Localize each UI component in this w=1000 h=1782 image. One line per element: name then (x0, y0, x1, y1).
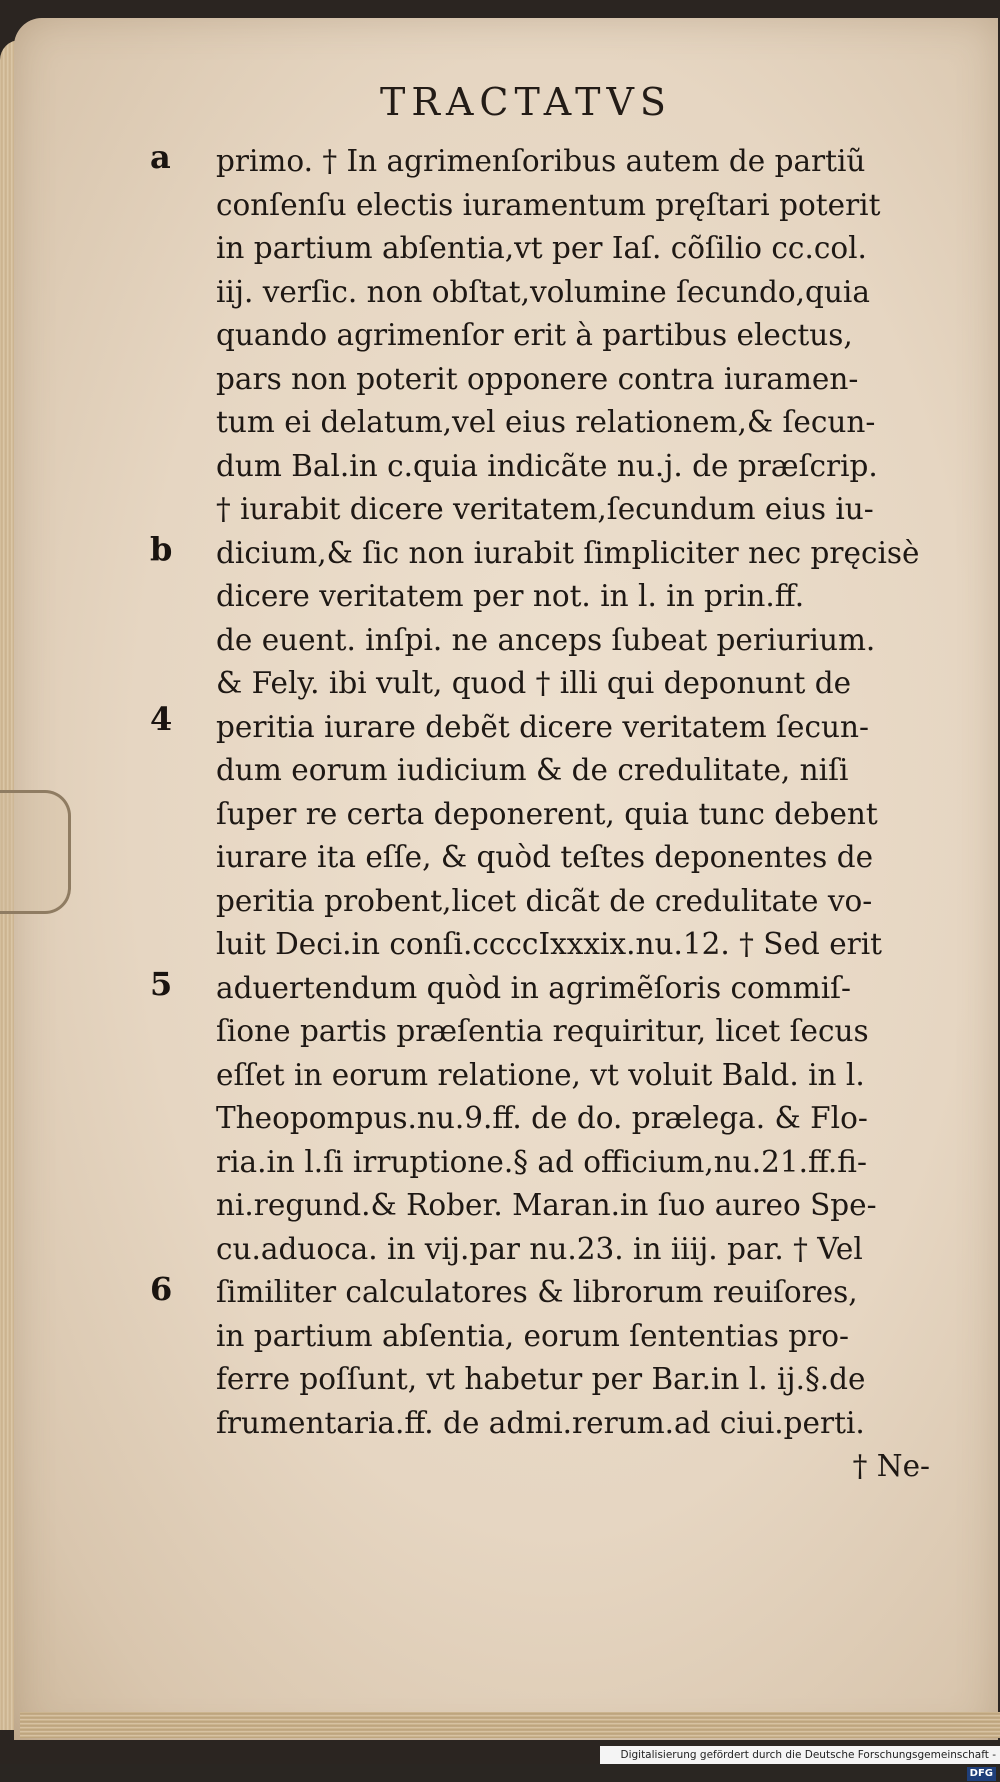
running-head: TRACTATVS (380, 80, 672, 124)
text-line: frumentaria.ff. de admi.rerum.ad ciui.perti. (216, 1405, 865, 1440)
body-text (216, 140, 930, 1489)
text-line: dicere veritatem per not. in l. in prin.ff. (216, 579, 805, 613)
text-line: peritia probent,licet dicãt de credulitate vo- (216, 883, 873, 918)
text-line: pars non poterit opponere contra iuramen- (216, 361, 859, 396)
text-line: cu.aduoca. in vij.par nu.23. in iiij. par. † Vel (216, 1231, 863, 1266)
footer-text: Digitalisierung gefördert durch die Deutsche Forschungsgemeinschaft - (620, 1749, 996, 1761)
text-line: quando agrimenſor erit à partibus electus, (216, 318, 853, 352)
dfg-logo-badge: DFG (967, 1767, 996, 1781)
text-line: peritia iurare debẽt dicere veritatem ſecun- (216, 709, 869, 744)
text-line: in partium abſentia,vt per Iaſ. cõſilio cc.col. (216, 231, 867, 265)
margin-note-4: 4 (150, 700, 173, 738)
page-stack-bottom-edge (20, 1712, 1000, 1738)
margin-note-5: 5 (150, 965, 173, 1003)
text-line: ria.in l.ſi irruptione.§ ad officium,nu.21.ff.fi- (216, 1144, 867, 1179)
text-line: ſione partis præſentia requiritur, licet ſecus (216, 1014, 869, 1048)
text-line: luit Deci.in conſi.ccccIxxxix.nu.12. † Sed erit (216, 927, 883, 961)
text-line: † iurabit dicere veritatem,ſecundum eius iu- (216, 492, 874, 526)
text-line: dicium,& ſic non iurabit ſimpliciter nec pręcisè (216, 535, 920, 570)
text-line: ſuper re certa deponerent, quia tunc debent (216, 796, 878, 831)
text-line: eſſet in eorum relatione, vt voluit Bald. in l. (216, 1057, 865, 1092)
margin-note-6: 6 (150, 1270, 173, 1308)
text-line: conſenſu electis iuramentum pręſtari poterit (216, 187, 881, 222)
text-line: iurare ita eſſe, & quòd teſtes deponentes de (216, 840, 874, 874)
digitization-footer (600, 1746, 1000, 1779)
text-line: aduertendum quòd in agrimẽſoris commiſ- (216, 970, 852, 1005)
text-line: de euent. inſpi. ne anceps ſubeat periurium. (216, 622, 876, 657)
margin-note-a: a (150, 138, 171, 176)
text-line: & Fely. ibi vult, quod † illi qui deponunt de (216, 666, 852, 700)
margin-note-b: b (150, 530, 173, 568)
text-line: ferre poſſunt, vt habetur per Bar.in l. ij.§.de (216, 1362, 866, 1396)
text-line: in partium abſentia, eorum ſententias pro- (216, 1318, 849, 1353)
catchword: † Ne- (852, 1449, 930, 1483)
text-line: iij. verſic. non obſtat,volumine ſecundo,quia (216, 274, 870, 309)
text-line: dum eorum iudicium & de credulitate, niſi (216, 753, 849, 787)
text-line: ſimiliter calculatores & librorum reuiſores, (216, 1275, 858, 1309)
page-clip (0, 790, 71, 914)
text-line: Theopompus.nu.9.ff. de do. prælega. & Flo- (216, 1101, 868, 1135)
text-line: ni.regund.& Rober. Maran.in ſuo aureo Spe- (216, 1188, 877, 1222)
text-line: dum Bal.in c.quia indicãte nu.j. de præſcrip. (216, 448, 878, 483)
text-line: primo. † In agrimenſoribus autem de partiũ (216, 144, 866, 178)
text-line: tum ei delatum,vel eius relationem,& ſecun- (216, 405, 876, 439)
